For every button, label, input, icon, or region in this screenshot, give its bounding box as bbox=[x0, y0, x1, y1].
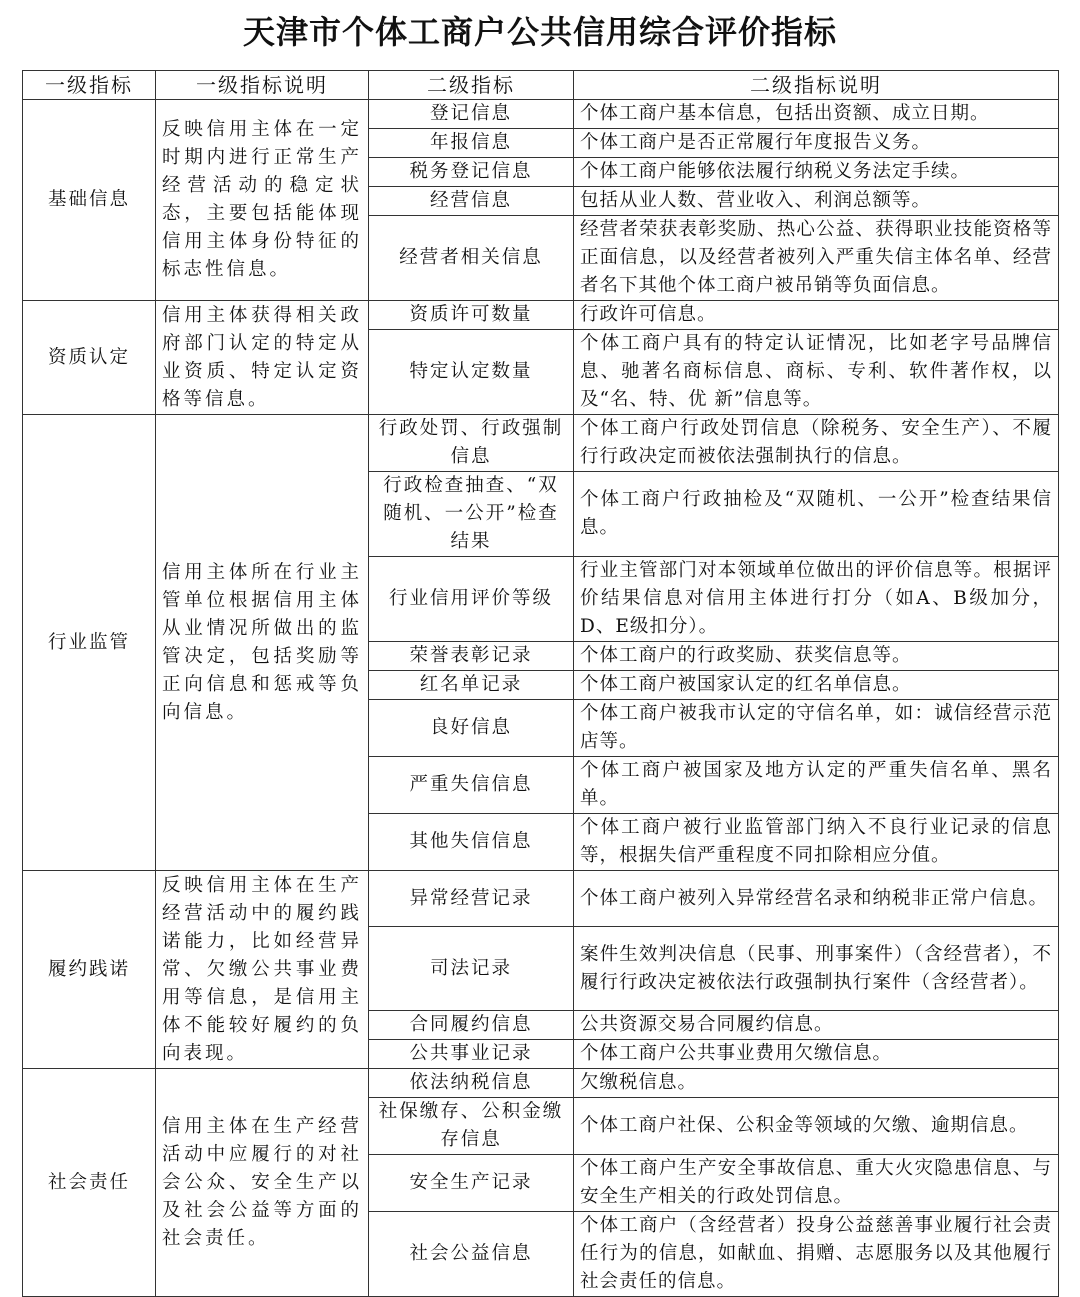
level2-desc: 个体工商户行政处罚信息（除税务、安全生产）、不履行行政决定而被依法强制执行的信息。 bbox=[574, 415, 1059, 472]
level2-desc: 个体工商户公共事业费用欠缴信息。 bbox=[574, 1040, 1059, 1069]
level2-desc: 个体工商户社保、公积金等领域的欠缴、逾期信息。 bbox=[574, 1098, 1059, 1155]
table-row bbox=[23, 871, 1059, 927]
level2-desc: 案件生效判决信息（民事、刑事案件）（含经营者），不履行行政决定被依法行政强制执行案件（含经营者）。 bbox=[574, 927, 1059, 1011]
level2-name: 司法记录 bbox=[369, 927, 574, 1011]
level2-desc: 个体工商户被我市认定的守信名单，如：诚信经营示范店等。 bbox=[574, 700, 1059, 757]
level2-desc: 个体工商户行政抽检及“双随机、一公开”检查结果信息。 bbox=[574, 472, 1059, 557]
level2-name: 良好信息 bbox=[369, 700, 574, 757]
table-row bbox=[23, 301, 1059, 330]
level1-desc: 反映信用主体在一定时期内进行正常生产经营活动的稳定状态，主要包括能体现信用主体身份特征的标志性信息。 bbox=[156, 100, 369, 301]
level1-desc: 信用主体获得相关政府部门认定的特定从业资质、特定认定资格等信息。 bbox=[156, 301, 369, 415]
level2-desc: 公共资源交易合同履约信息。 bbox=[574, 1011, 1059, 1040]
level2-name: 社会公益信息 bbox=[369, 1212, 574, 1297]
level2-name: 其他失信信息 bbox=[369, 814, 574, 871]
table-row bbox=[23, 415, 1059, 472]
level1-name: 行业监管 bbox=[23, 415, 156, 871]
level2-desc: 个体工商户的行政奖励、获奖信息等。 bbox=[574, 642, 1059, 671]
level2-name: 特定认定数量 bbox=[369, 330, 574, 415]
level2-desc: 个体工商户被国家及地方认定的严重失信名单、黑名单。 bbox=[574, 757, 1059, 814]
indicator-table bbox=[22, 70, 1059, 1297]
table-row bbox=[23, 100, 1059, 129]
level2-desc: 个体工商户生产安全事故信息、重大火灾隐患信息、与安全生产相关的行政处罚信息。 bbox=[574, 1155, 1059, 1212]
level1-name: 基础信息 bbox=[23, 100, 156, 301]
level2-name: 依法纳税信息 bbox=[369, 1069, 574, 1098]
header-level1-desc: 一级指标说明 bbox=[156, 71, 369, 100]
level2-name: 社保缴存、公积金缴存信息 bbox=[369, 1098, 574, 1155]
level2-name: 经营者相关信息 bbox=[369, 216, 574, 301]
level2-name: 公共事业记录 bbox=[369, 1040, 574, 1069]
level1-name: 资质认定 bbox=[23, 301, 156, 415]
level2-name: 合同履约信息 bbox=[369, 1011, 574, 1040]
header-level2: 二级指标 bbox=[369, 71, 574, 100]
level2-name: 经营信息 bbox=[369, 187, 574, 216]
table-row bbox=[23, 1069, 1059, 1098]
level2-name: 异常经营记录 bbox=[369, 871, 574, 927]
level2-name: 登记信息 bbox=[369, 100, 574, 129]
level2-desc: 经营者荣获表彰奖励、热心公益、获得职业技能资格等正面信息，以及经营者被列入严重失信主体名单、经营者名下其他个体工商户被吊销等负面信息。 bbox=[574, 216, 1059, 301]
level2-desc: 行业主管部门对本领域单位做出的评价信息等。根据评价结果信息对信用主体进行打分（如A、B级加分，D、E级扣分）。 bbox=[574, 557, 1059, 642]
level2-name: 行业信用评价等级 bbox=[369, 557, 574, 642]
level2-name: 税务登记信息 bbox=[369, 158, 574, 187]
level2-desc: 个体工商户被国家认定的红名单信息。 bbox=[574, 671, 1059, 700]
level2-desc: 个体工商户基本信息，包括出资额、成立日期。 bbox=[574, 100, 1059, 129]
level2-desc: 个体工商户具有的特定认证情况，比如老字号品牌信息、驰著名商标信息、商标、专利、软件著作权，以及“名、特、优 新”信息等。 bbox=[574, 330, 1059, 415]
level1-name: 社会责任 bbox=[23, 1069, 156, 1297]
level2-name: 荣誉表彰记录 bbox=[369, 642, 574, 671]
level2-name: 年报信息 bbox=[369, 129, 574, 158]
level2-desc: 欠缴税信息。 bbox=[574, 1069, 1059, 1098]
header-row bbox=[23, 71, 1059, 100]
level2-desc: 个体工商户（含经营者）投身公益慈善事业履行社会责任行为的信息，如献血、捐赠、志愿服务以及其他履行社会责任的信息。 bbox=[574, 1212, 1059, 1297]
page-title: 天津市个体工商户公共信用综合评价指标 bbox=[242, 13, 837, 51]
level2-name: 行政处罚、行政强制信息 bbox=[369, 415, 574, 472]
level2-desc: 包括从业人数、营业收入、利润总额等。 bbox=[574, 187, 1059, 216]
header-level1: 一级指标 bbox=[23, 71, 156, 100]
level1-desc: 信用主体所在行业主管单位根据信用主体从业情况所做出的监管决定，包括奖励等正向信息和惩戒等负向信息。 bbox=[156, 415, 369, 871]
level2-desc: 个体工商户能够依法履行纳税义务法定手续。 bbox=[574, 158, 1059, 187]
level1-name: 履约践诺 bbox=[23, 871, 156, 1069]
level2-name: 严重失信信息 bbox=[369, 757, 574, 814]
level2-name: 资质许可数量 bbox=[369, 301, 574, 330]
level1-desc: 信用主体在生产经营活动中应履行的对社会公众、安全生产以及社会公益等方面的社会责任。 bbox=[156, 1069, 369, 1297]
level2-name: 红名单记录 bbox=[369, 671, 574, 700]
level2-name: 安全生产记录 bbox=[369, 1155, 574, 1212]
level2-desc: 个体工商户是否正常履行年度报告义务。 bbox=[574, 129, 1059, 158]
level2-desc: 行政许可信息。 bbox=[574, 301, 1059, 330]
level2-desc: 个体工商户被行业监管部门纳入不良行业记录的信息等，根据失信严重程度不同扣除相应分值。 bbox=[574, 814, 1059, 871]
level1-desc: 反映信用主体在生产经营活动中的履约践诺能力，比如经营异常、欠缴公共事业费用等信息，是信用主体不能较好履约的负向表现。 bbox=[156, 871, 369, 1069]
level2-name: 行政检查抽查、“双随机、一公开”检查结果 bbox=[369, 472, 574, 557]
header-level2-desc: 二级指标说明 bbox=[574, 71, 1059, 100]
level2-desc: 个体工商户被列入异常经营名录和纳税非正常户信息。 bbox=[574, 871, 1059, 927]
